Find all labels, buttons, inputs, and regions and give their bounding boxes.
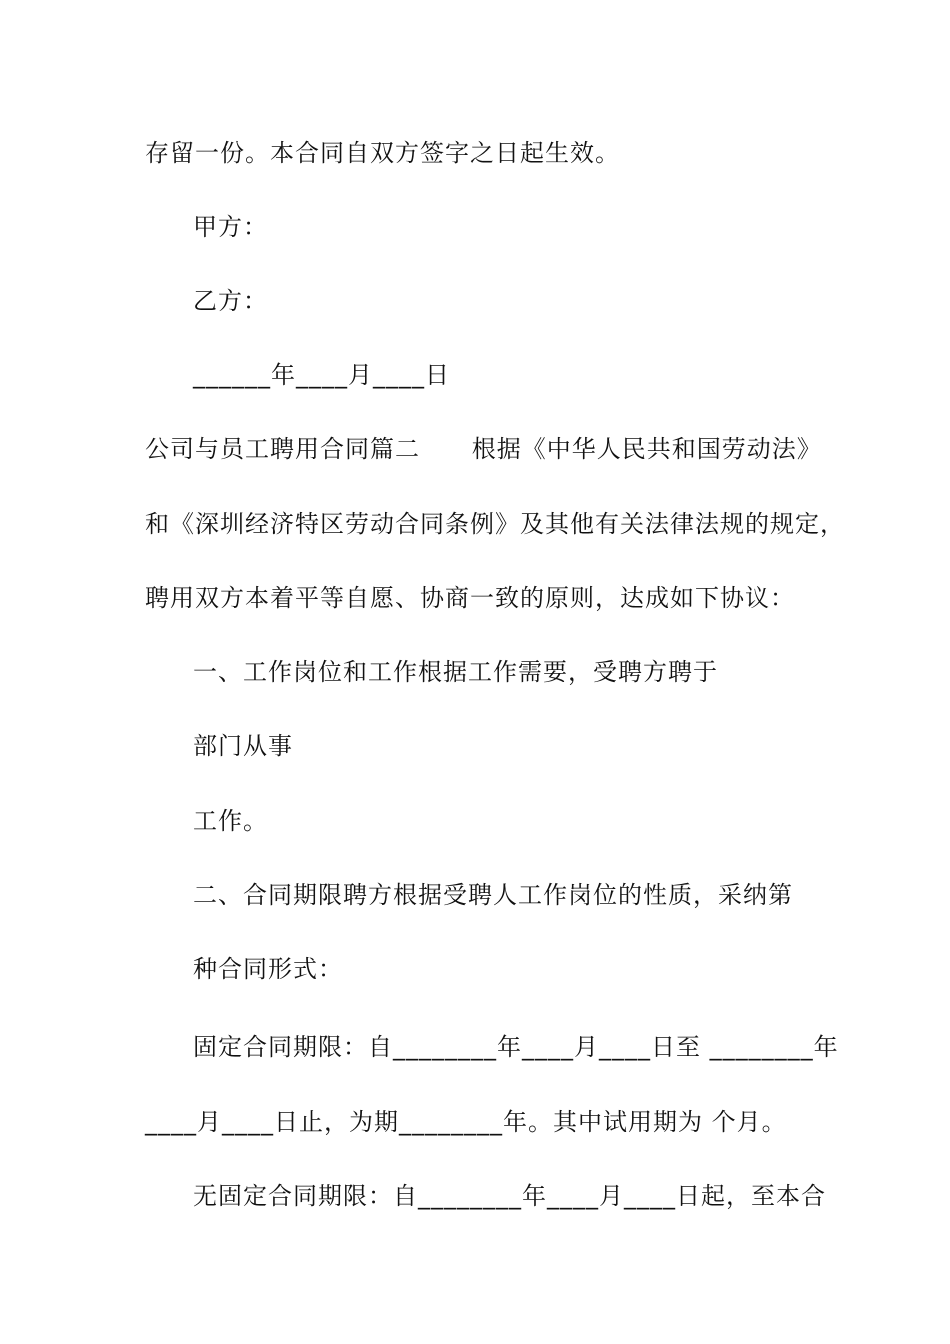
text-line: 部门从事 xyxy=(193,732,293,760)
text-line: 存留一份。本合同自双方签字之日起生效。 xyxy=(145,139,620,167)
text-line: 种合同形式： xyxy=(193,955,343,983)
text-line: 聘用双方本着平等自愿、协商一致的原则，达成如下协议： xyxy=(145,584,795,612)
text-line: 和《深圳经济特区劳动合同条例》及其他有关法律法规的规定， xyxy=(145,510,845,538)
fixed-term-line: 固定合同期限：自________年____月____日至 ________年 xyxy=(193,1033,839,1061)
party-a-label: 甲方： xyxy=(193,213,268,241)
text-line: 工作。 xyxy=(193,807,268,835)
fixed-term-continued: ____月____日止，为期________年。其中试用期为 个月。 xyxy=(145,1108,787,1136)
clause-two: 二、合同期限聘方根据受聘人工作岗位的性质，采纳第 xyxy=(193,881,793,909)
date-line: ______年____月____日 xyxy=(193,361,450,389)
clause-one: 一、工作岗位和工作根据工作需要，受聘方聘于 xyxy=(193,658,718,686)
section-heading: 公司与员工聘用合同篇二 根据《中华人民共和国劳动法》 xyxy=(145,435,822,463)
open-term-line: 无固定合同期限：自________年____月____日起，至本合 xyxy=(193,1182,826,1210)
party-b-label: 乙方： xyxy=(193,287,268,315)
